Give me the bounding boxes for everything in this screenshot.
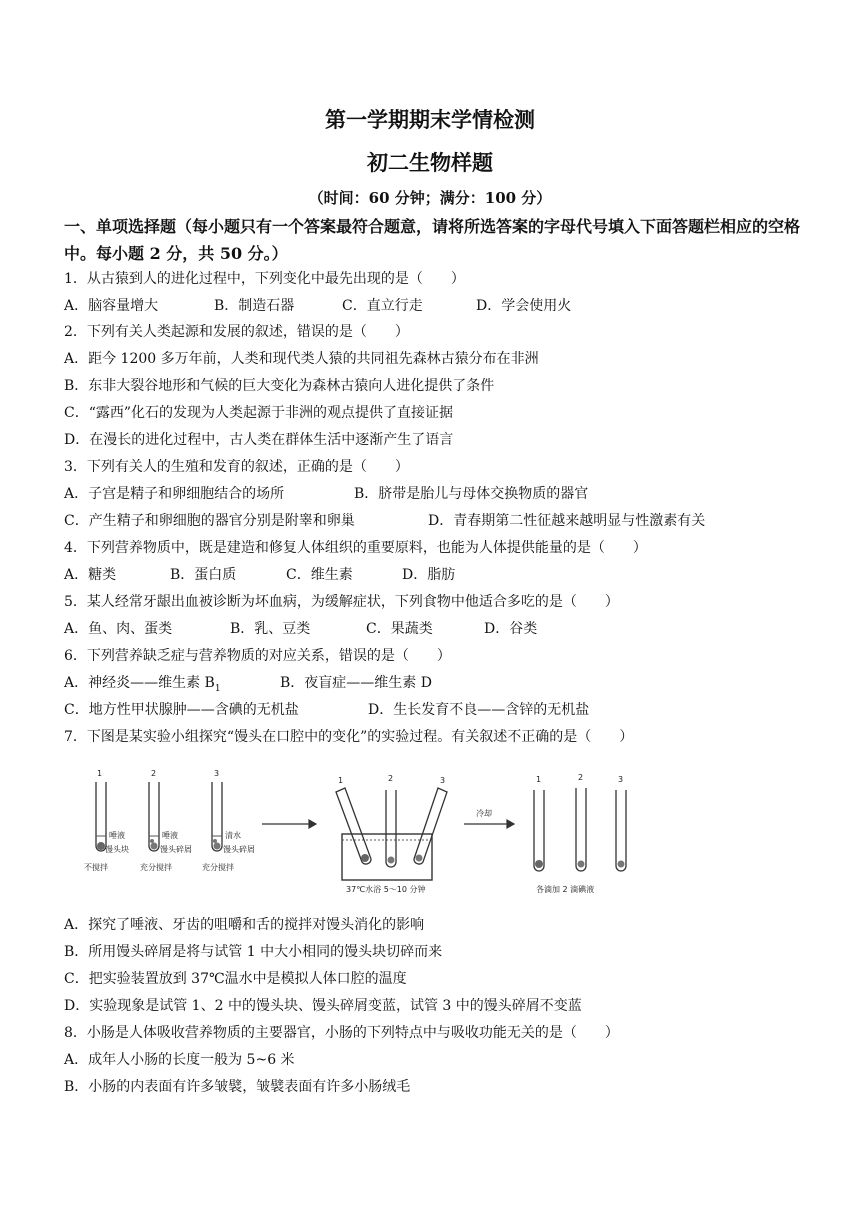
tube-3-tilted xyxy=(414,788,447,864)
question-7-stem: 7．下图是某实验小组探究“馒头在口腔中的变化”的实验过程。有关叙述不正确的是（ ） xyxy=(64,729,634,745)
label-saliva: 唾液 xyxy=(162,831,178,840)
question-7-option-b: B．所用馒头碎屑是将与试管 1 中大小相同的馒头块切碎而来 xyxy=(64,944,443,960)
question-8-option-b: B．小肠的内表面有许多皱襞，皱襞表面有许多小肠绒毛 xyxy=(64,1079,411,1095)
section-heading: 一、单项选择题（每小题只有一个答案最符合题意，请将所选答案的字母代号填入下面答题栏相应的空格中。每小题 2 分，共 50 分。） xyxy=(64,217,801,263)
tube-number: 1 xyxy=(536,775,542,784)
question-7-option-c: C．把实验装置放到 37℃温水中是模拟人体口腔的温度 xyxy=(64,971,407,987)
question-6-options-ab xyxy=(64,673,432,699)
tube-number: 3 xyxy=(618,775,624,784)
option-a: A．子宫是精子和卵细胞结合的场所 xyxy=(64,486,285,502)
question-1-stem: 1．从古猿到人的进化过程中，下列变化中最先出现的是（ ） xyxy=(64,271,465,287)
question-3-stem: 3．下列有关人的生殖和发育的叙述，正确的是（ ） xyxy=(64,459,409,475)
option-b: B．蛋白质 xyxy=(170,567,237,583)
question-2-option-a: A．距今 1200 多万年前，人类和现代类人猿的共同祖先森林古猿分布在非洲 xyxy=(64,351,539,367)
tube-1-tilted xyxy=(336,788,371,864)
question-3-options-cd xyxy=(64,511,705,531)
question-2-option-d: D．在漫长的进化过程中，古人类在群体生活中逐渐产生了语言 xyxy=(64,432,454,448)
option-d: D．学会使用火 xyxy=(476,298,572,314)
tube-2-final xyxy=(576,788,586,871)
question-8-option-a: A．成年人小肠的长度一般为 5~6 米 xyxy=(64,1052,295,1068)
tube-3-final xyxy=(616,790,626,871)
tube-1-final xyxy=(534,790,544,871)
label-iodine: 各滴加 2 滴碘液 xyxy=(536,885,595,894)
question-7-option-d: D．实验现象是试管 1、2 中的馒头块、馒头碎屑变蓝，试管 3 中的馒头碎屑不变蓝 xyxy=(64,998,582,1014)
option-d: D．谷类 xyxy=(484,621,538,637)
exam-info: （时间：60 分钟；满分：100 分） xyxy=(308,189,552,207)
question-5-options xyxy=(64,619,537,639)
question-6-stem: 6．下列营养缺乏症与营养物质的对应关系，错误的是（ ） xyxy=(64,648,451,664)
label-stir: 充分搅拌 xyxy=(140,863,172,872)
option-c: C．维生素 xyxy=(286,567,353,583)
label-bath: 37℃水浴 5～10 分钟 xyxy=(346,885,426,894)
option-b: B．夜盲症——维生素 D xyxy=(280,675,432,691)
question-7-option-a: A．探究了唾液、牙齿的咀嚼和舌的搅拌对馒头消化的影响 xyxy=(64,917,425,933)
tube-1 xyxy=(96,782,106,851)
option-b: B．制造石器 xyxy=(214,298,295,314)
question-4-options xyxy=(64,565,455,585)
question-1-options xyxy=(64,296,571,316)
tube-number: 3 xyxy=(440,776,446,785)
question-5-stem: 5．某人经常牙龈出血被诊断为坏血病，为缓解症状，下列食物中他适合多吃的是（ ） xyxy=(64,594,619,610)
label-cool: 冷却 xyxy=(476,809,492,818)
question-4-stem: 4．下列营养物质中，既是建造和修复人体组织的重要原料，也能为人体提供能量的是（ ） xyxy=(64,540,647,556)
tube-number: 3 xyxy=(214,769,220,778)
tube-number: 1 xyxy=(97,769,103,778)
tube-number: 2 xyxy=(151,769,157,778)
arrow-icon xyxy=(464,820,514,828)
question-2-option-b: B．东非大裂谷地形和气候的巨大变化为森林古猿向人进化提供了条件 xyxy=(64,378,495,394)
option-a: A．鱼、肉、蛋类 xyxy=(64,621,173,637)
label-no-stir: 不搅拌 xyxy=(84,863,108,872)
experiment-figure xyxy=(84,766,644,906)
option-d: D．脂肪 xyxy=(402,567,456,583)
option-b: B．乳、豆类 xyxy=(230,621,311,637)
label-bread-crumb: 馒头碎屑 xyxy=(160,845,192,854)
tube-number: 2 xyxy=(578,773,584,782)
option-b: B．脐带是胎儿与母体交换物质的器官 xyxy=(354,486,589,502)
option-a: A．糖类 xyxy=(64,567,117,583)
option-a: A．神经炎——维生素 $B_1$ xyxy=(64,675,221,694)
label-bread-crumb: 馒头碎屑 xyxy=(223,845,255,854)
question-6-options-cd xyxy=(64,700,589,720)
arrow-icon xyxy=(262,820,316,828)
page-subtitle: 初二生物样题 xyxy=(367,150,493,175)
tube-number: 1 xyxy=(338,776,344,785)
tube-2-upright xyxy=(386,790,396,867)
label-stir: 充分搅拌 xyxy=(202,863,234,872)
question-2-option-c: C．“露西”化石的发现为人类起源于非洲的观点提供了直接证据 xyxy=(64,405,454,421)
option-c: C．地方性甲状腺肿——含碘的无机盐 xyxy=(64,702,299,718)
label-bread-block: 馒头块 xyxy=(105,845,129,854)
label-saliva: 唾液 xyxy=(109,831,125,840)
option-c: C．直立行走 xyxy=(342,298,423,314)
label-water: 清水 xyxy=(225,831,241,840)
tube-number: 2 xyxy=(388,774,394,783)
question-8-stem: 8．小肠是人体吸收营养物质的主要器官，小肠的下列特点中与吸收功能无关的是（ ） xyxy=(64,1025,619,1041)
question-2-stem: 2．下列有关人类起源和发展的叙述，错误的是（ ） xyxy=(64,324,409,340)
option-a: A．脑容量增大 xyxy=(64,298,159,314)
option-c: C．果蔬类 xyxy=(366,621,433,637)
option-c: C．产生精子和卵细胞的器官分别是附睾和卵巢 xyxy=(64,513,355,529)
question-3-options-ab xyxy=(64,484,588,504)
page-title: 第一学期期末学情检测 xyxy=(325,107,535,132)
option-d: D．青春期第二性征越来越明显与性激素有关 xyxy=(428,513,706,529)
option-d: D．生长发育不良——含锌的无机盐 xyxy=(368,702,590,718)
